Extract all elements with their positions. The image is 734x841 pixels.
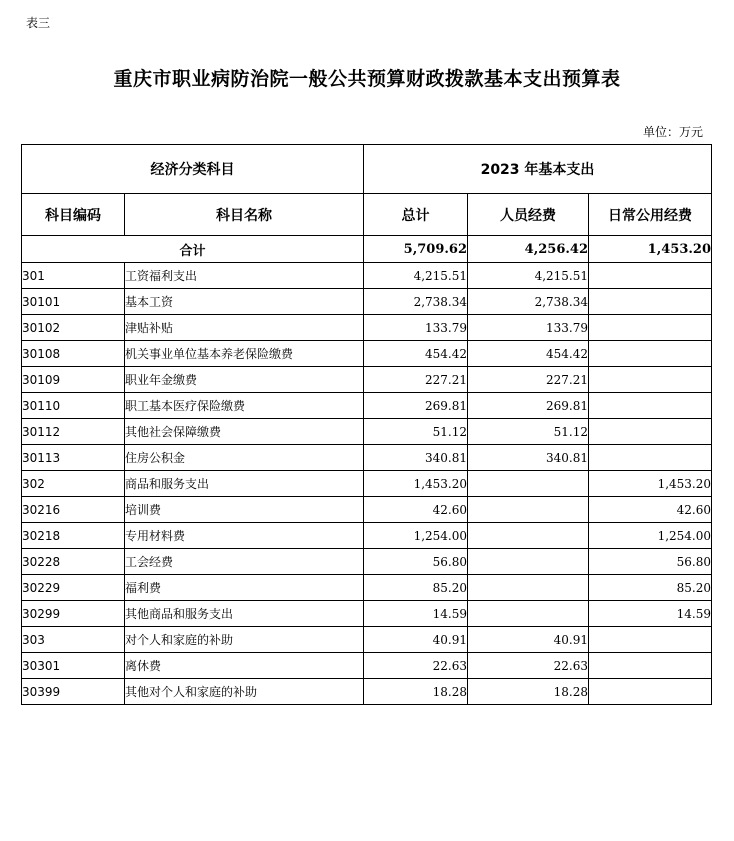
table-row [22, 497, 712, 523]
row-personnel: 18.28 [468, 679, 589, 705]
row-code: 30299 [22, 601, 125, 627]
row-name: 其他商品和服务支出 [125, 601, 364, 627]
row-name: 商品和服务支出 [125, 471, 364, 497]
table-number-label: 表三 [26, 16, 51, 30]
row-personnel: 269.81 [468, 393, 589, 419]
row-personnel [468, 575, 589, 601]
row-public [589, 627, 712, 653]
row-public: 85.20 [589, 575, 712, 601]
row-code: 30101 [22, 289, 125, 315]
row-code: 302 [22, 471, 125, 497]
header-group-row [22, 145, 712, 194]
row-name: 对个人和家庭的补助 [125, 627, 364, 653]
table-row [22, 653, 712, 679]
row-name: 机关事业单位基本养老保险缴费 [125, 341, 364, 367]
row-code: 30112 [22, 419, 125, 445]
total-public: 1,453.20 [589, 236, 712, 263]
row-personnel: 227.21 [468, 367, 589, 393]
table-row [22, 575, 712, 601]
table-row [22, 393, 712, 419]
row-total: 22.63 [364, 653, 468, 679]
total-row [22, 236, 712, 263]
budget-table [21, 144, 712, 705]
row-name: 职工基本医疗保险缴费 [125, 393, 364, 419]
row-code: 303 [22, 627, 125, 653]
row-code: 30216 [22, 497, 125, 523]
table-row [22, 341, 712, 367]
row-public [589, 367, 712, 393]
row-public [589, 393, 712, 419]
row-personnel: 454.42 [468, 341, 589, 367]
row-public [589, 419, 712, 445]
table-row [22, 263, 712, 289]
table-row [22, 523, 712, 549]
row-name: 基本工资 [125, 289, 364, 315]
table-row [22, 289, 712, 315]
row-personnel: 133.79 [468, 315, 589, 341]
row-public [589, 679, 712, 705]
header-economic-classification: 经济分类科目 [22, 145, 364, 194]
row-personnel [468, 497, 589, 523]
total-sum: 5,709.62 [364, 236, 468, 263]
table-row [22, 419, 712, 445]
table-row [22, 549, 712, 575]
row-name: 离休费 [125, 653, 364, 679]
row-name: 专用材料费 [125, 523, 364, 549]
row-name: 工会经费 [125, 549, 364, 575]
page-title: 重庆市职业病防治院一般公共预算财政拨款基本支出预算表 [113, 68, 621, 90]
row-code: 30108 [22, 341, 125, 367]
row-code: 30102 [22, 315, 125, 341]
row-public: 1,254.00 [589, 523, 712, 549]
row-total: 40.91 [364, 627, 468, 653]
row-public [589, 445, 712, 471]
row-name: 其他社会保障缴费 [125, 419, 364, 445]
row-total: 1,453.20 [364, 471, 468, 497]
row-personnel [468, 523, 589, 549]
table-row [22, 679, 712, 705]
row-code: 30301 [22, 653, 125, 679]
table-row [22, 445, 712, 471]
table-row [22, 367, 712, 393]
row-public [589, 341, 712, 367]
row-public [589, 289, 712, 315]
row-public [589, 315, 712, 341]
row-total: 14.59 [364, 601, 468, 627]
row-personnel: 40.91 [468, 627, 589, 653]
row-public [589, 653, 712, 679]
row-public [589, 263, 712, 289]
row-code: 30110 [22, 393, 125, 419]
row-public: 42.60 [589, 497, 712, 523]
row-public: 1,453.20 [589, 471, 712, 497]
table-row [22, 627, 712, 653]
row-code: 30229 [22, 575, 125, 601]
row-total: 56.80 [364, 549, 468, 575]
row-personnel: 4,215.51 [468, 263, 589, 289]
row-total: 51.12 [364, 419, 468, 445]
row-name: 津贴补贴 [125, 315, 364, 341]
row-name: 工资福利支出 [125, 263, 364, 289]
header-name: 科目名称 [125, 194, 364, 236]
row-personnel [468, 471, 589, 497]
header-total: 总计 [364, 194, 468, 236]
row-total: 1,254.00 [364, 523, 468, 549]
total-personnel: 4,256.42 [468, 236, 589, 263]
table-row [22, 315, 712, 341]
header-basic-expenditure-2023: 2023 年基本支出 [364, 145, 712, 194]
header-column-row [22, 194, 712, 236]
row-personnel: 340.81 [468, 445, 589, 471]
header-personnel: 人员经费 [468, 194, 589, 236]
row-personnel [468, 601, 589, 627]
row-code: 30218 [22, 523, 125, 549]
row-personnel [468, 549, 589, 575]
row-total: 133.79 [364, 315, 468, 341]
table-row [22, 601, 712, 627]
row-public: 14.59 [589, 601, 712, 627]
unit-note: 单位：万元 [642, 125, 703, 139]
total-label: 合计 [22, 236, 364, 263]
row-total: 18.28 [364, 679, 468, 705]
row-code: 30228 [22, 549, 125, 575]
row-total: 340.81 [364, 445, 468, 471]
row-name: 福利费 [125, 575, 364, 601]
row-personnel: 51.12 [468, 419, 589, 445]
row-name: 住房公积金 [125, 445, 364, 471]
row-public: 56.80 [589, 549, 712, 575]
row-total: 4,215.51 [364, 263, 468, 289]
row-code: 30109 [22, 367, 125, 393]
row-total: 227.21 [364, 367, 468, 393]
header-code: 科目编码 [22, 194, 125, 236]
row-name: 其他对个人和家庭的补助 [125, 679, 364, 705]
header-public: 日常公用经费 [589, 194, 712, 236]
row-name: 培训费 [125, 497, 364, 523]
row-name: 职业年金缴费 [125, 367, 364, 393]
row-code: 30399 [22, 679, 125, 705]
row-code: 301 [22, 263, 125, 289]
row-total: 42.60 [364, 497, 468, 523]
row-code: 30113 [22, 445, 125, 471]
row-total: 454.42 [364, 341, 468, 367]
row-personnel: 22.63 [468, 653, 589, 679]
row-personnel: 2,738.34 [468, 289, 589, 315]
row-total: 269.81 [364, 393, 468, 419]
row-total: 85.20 [364, 575, 468, 601]
table-row [22, 471, 712, 497]
row-total: 2,738.34 [364, 289, 468, 315]
